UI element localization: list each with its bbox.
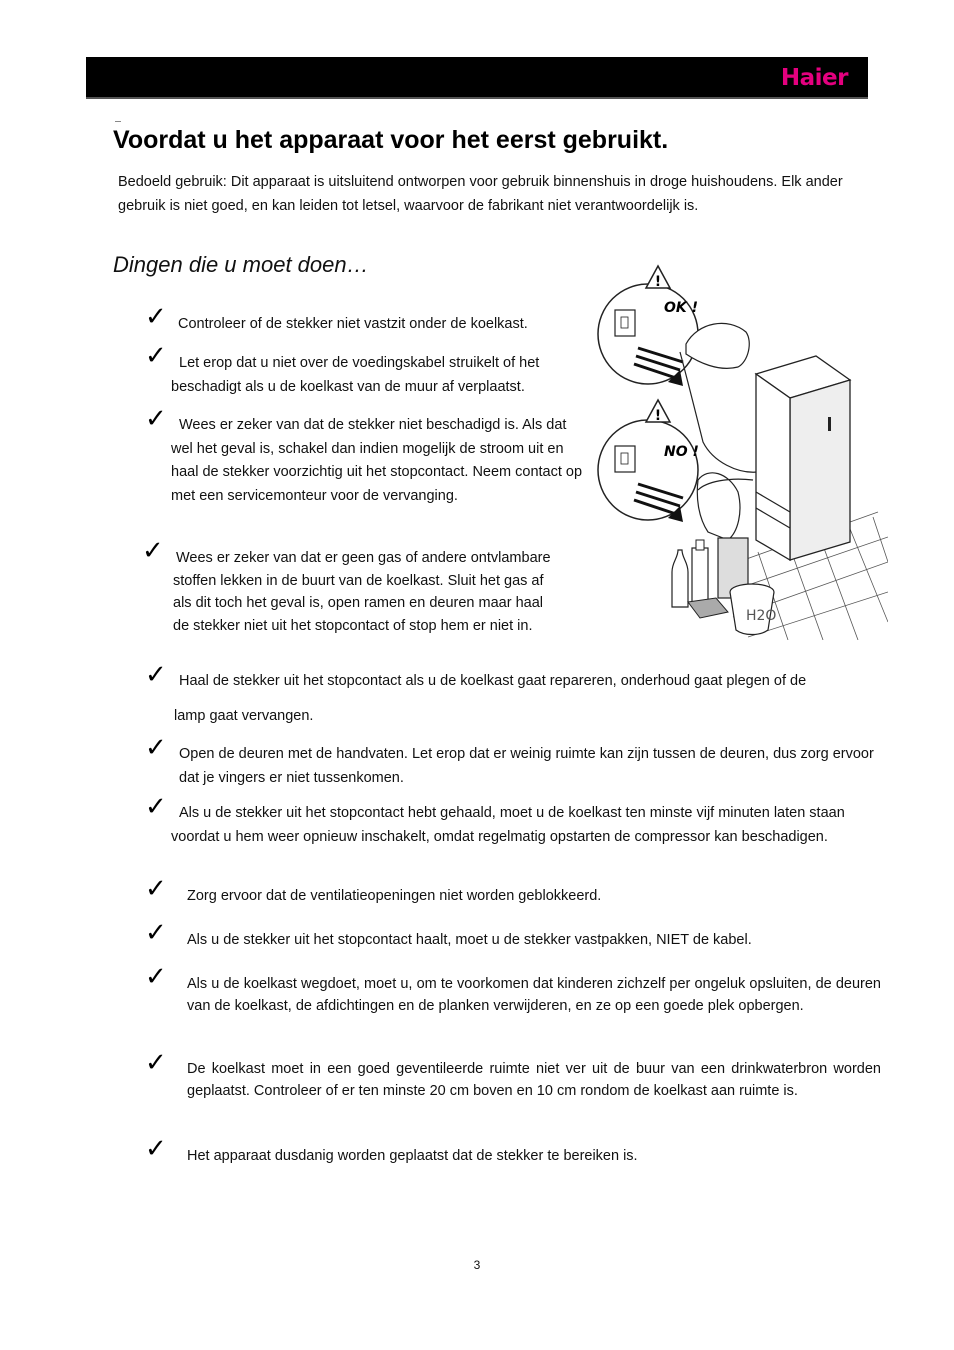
check-icon: ✓	[145, 1134, 167, 1164]
safety-illustration	[588, 262, 888, 640]
haier-logo: Haier	[780, 65, 848, 91]
no-label: NO !	[664, 444, 699, 460]
check-icon: ✓	[145, 918, 167, 948]
list-item: Als u de stekker uit het stopcontact haalt, moet u de stekker vastpakken, NIET de kabel.	[187, 932, 752, 948]
list-item: Let erop dat u niet over de voedingskabel struikelt of het beschadigt als u de koelkast van de muur af verplaatst.	[171, 355, 540, 395]
check-icon: ✓	[145, 660, 167, 690]
section-title: Dingen die u moet doen…	[113, 252, 369, 277]
list-item: Als u de stekker uit het stopcontact hebt gehaald, moet u de koelkast ten minste vijf minuten laten staan voordat u hem weer opnieuw inschakelt, omdat regelmatig opstarten de compressor kan beschadigen.	[171, 805, 845, 845]
list-item: Als u de koelkast wegdoet, moet u, om te voorkomen dat kinderen zichzelf per ongeluk opsluiten, de deuren van de koelkast, de afdichtingen en de planken verwijderen, en ze op een goede plek opbergen.	[187, 976, 881, 1014]
list-item: Zorg ervoor dat de ventilatieopeningen niet worden geblokkeerd.	[187, 888, 602, 904]
check-icon: ✓	[142, 536, 164, 566]
list-item: Haal de stekker uit het stopcontact als u de koelkast gaat repareren, onderhoud gaat plegen of de	[179, 673, 807, 689]
check-icon: ✓	[145, 733, 167, 763]
hand-icon	[697, 473, 740, 540]
check-icon: ✓	[145, 1048, 167, 1078]
divider	[115, 121, 121, 122]
check-icon: ✓	[145, 302, 167, 332]
list-item: Het apparaat dusdanig worden geplaatst dat de stekker te bereiken is.	[187, 1148, 638, 1164]
header-bar	[86, 57, 868, 99]
svg-text:!: !	[654, 274, 662, 290]
intended-use-paragraph: Bedoeld gebruik: Dit apparaat is uitsluitend ontworpen voor gebruik binnenshuis in droge huishoudens. Elk ander gebruik is niet goed, en kan leiden tot letsel, waarvoor de fabrikant niet verantwoordelijk is.	[118, 174, 843, 214]
check-icon: ✓	[145, 962, 167, 992]
list-item-continuation: lamp gaat vervangen.	[174, 708, 314, 724]
check-icon: ✓	[145, 404, 167, 434]
check-icon: ✓	[145, 341, 167, 371]
check-icon: ✓	[145, 792, 167, 822]
list-item: Wees er zeker van dat er geen gas of andere ontvlambare stoffen lekken in de buurt van de koelkast. Sluit het gas af als dit toch het geval is, open ramen en deuren maar haal de stekker niet uit het stopcontact of stop hem er niet in.	[173, 550, 551, 634]
svg-text:!: !	[654, 408, 662, 424]
list-item: De koelkast moet in een goed geventileerde ruimte niet ver uit de buur van een drinkwaterbron worden geplaatst. Controleer of er ten minste 20 cm boven en 10 cm rondom de koelkast aan ruimte is.	[187, 1061, 881, 1099]
list-item: Wees er zeker van dat de stekker niet beschadigd is. Als dat wel het geval is, schakel dan indien mogelijk de stroom uit en haal de stekker voorzichtig uit het stopcontact. Neem contact op met een servicemonteur voor de vervanging.	[171, 417, 583, 504]
list-item: Controleer of de stekker niet vastzit onder de koelkast.	[178, 316, 528, 332]
page-title: Voordat u het apparaat voor het eerst gebruikt.	[113, 126, 669, 154]
page-number: 3	[473, 1258, 481, 1272]
fridge-icon	[756, 356, 850, 560]
check-icon: ✓	[145, 874, 167, 904]
list-item: Open de deuren met de handvaten. Let erop dat er weinig ruimte kan zijn tussen de deuren, dus zorg ervoor dat je vingers er niet tussenkomen.	[179, 746, 874, 786]
ok-label: OK !	[664, 300, 699, 316]
flammable-items-icon	[672, 538, 776, 635]
warning-triangle-icon	[646, 266, 670, 290]
warning-triangle-icon	[646, 400, 670, 424]
h2o-label: H2O	[746, 608, 777, 624]
